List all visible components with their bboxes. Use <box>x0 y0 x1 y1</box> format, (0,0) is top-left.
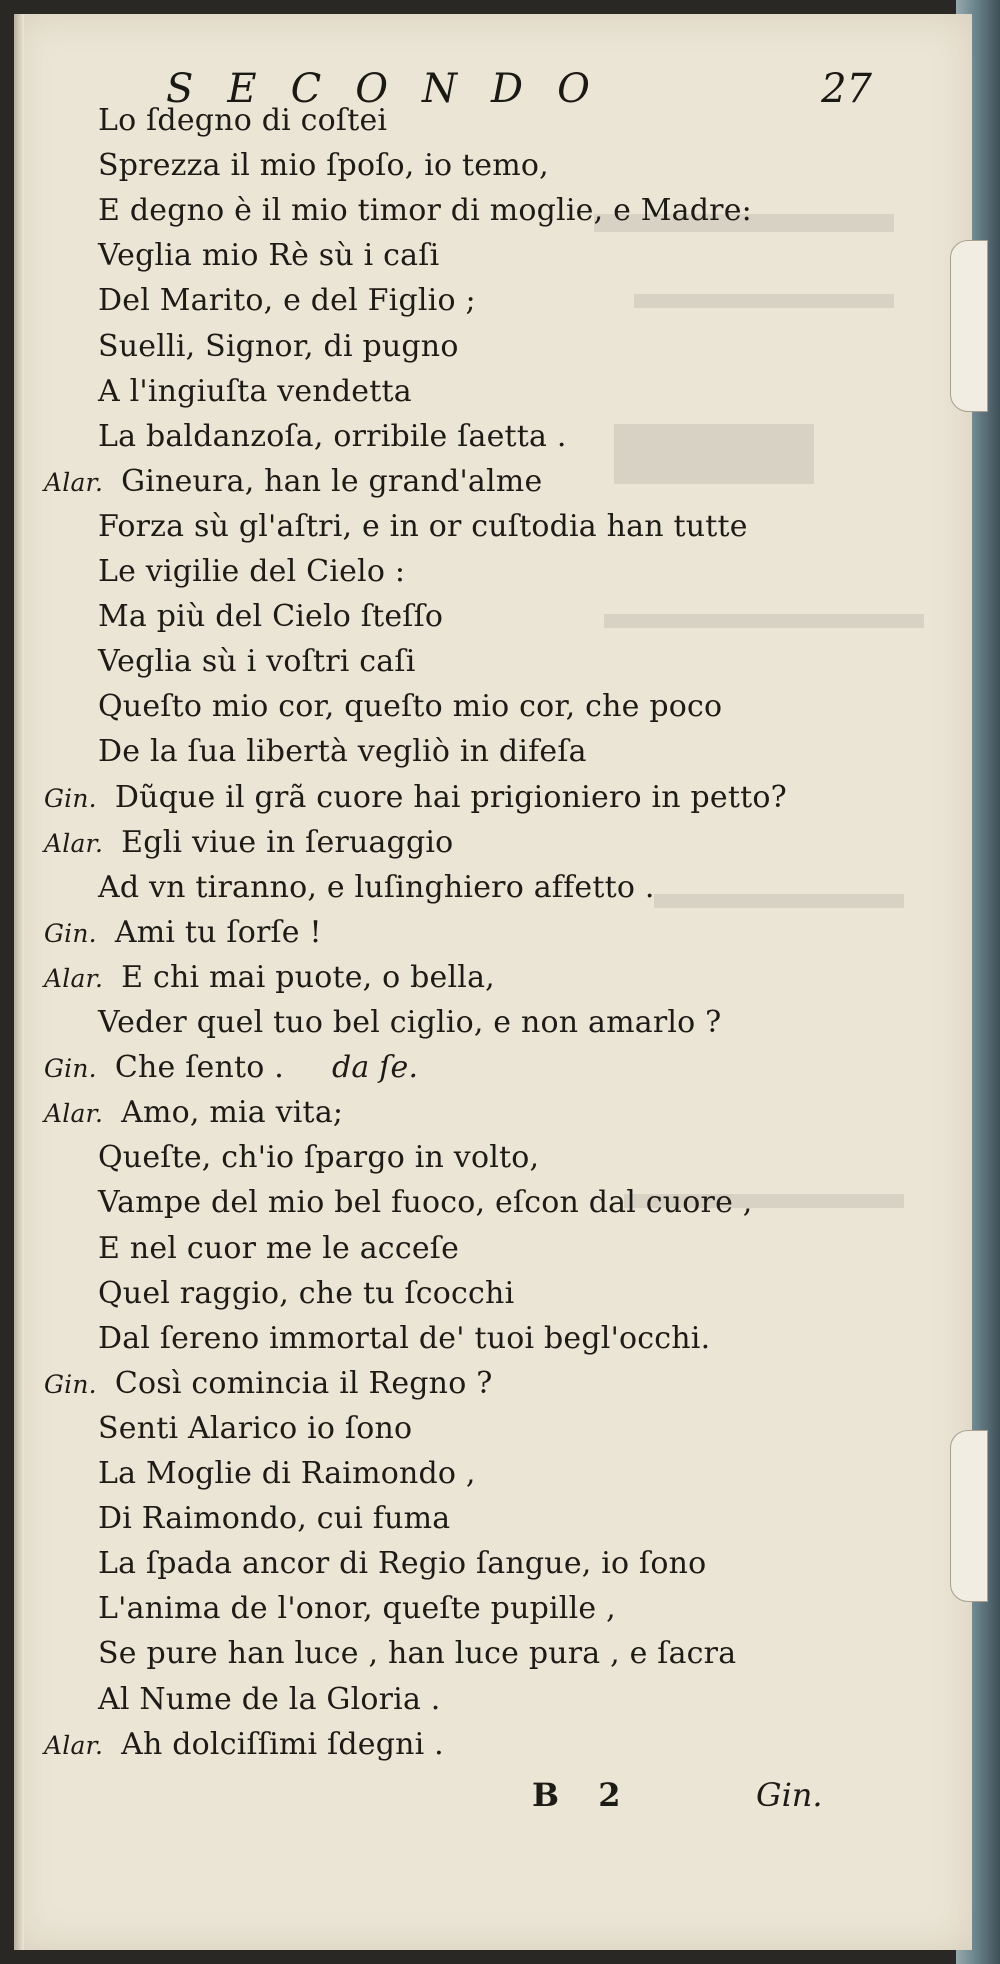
line-text: E nel cuor me le acceſe <box>98 1230 460 1266</box>
verse-line <box>44 1049 418 1088</box>
line-text: Ad vn tiranno, e luſinghiero affetto . <box>98 869 655 905</box>
verse-line <box>98 147 549 185</box>
verse-line <box>44 824 453 863</box>
line-text: Del Marito, e del Figlio ; <box>98 283 476 319</box>
speaker-label: Alar. <box>44 1099 104 1129</box>
page-tab-bottom <box>950 1430 988 1602</box>
speaker-label: Alar. <box>44 828 104 858</box>
running-head: SECONDO <box>166 66 624 112</box>
verse-line <box>98 733 587 771</box>
line-text: Dal ſereno immortal de' tuoi begl'occhi. <box>98 1320 711 1356</box>
line-text: Veglia mio Rè sù i caſi <box>98 238 440 274</box>
verse-text <box>14 14 972 1950</box>
speaker-label: Gin. <box>44 783 97 813</box>
line-text: La ſpada ancor di Regio ſangue, io ſono <box>98 1546 707 1582</box>
verse-line <box>98 192 752 230</box>
line-text: Veglia sù i voſtri caſi <box>98 644 416 680</box>
verse-line <box>98 1455 476 1493</box>
speaker-label: Alar. <box>44 963 104 993</box>
line-text: Veder quel tuo bel ciglio, e non amarlo ? <box>98 1005 722 1040</box>
speaker-label: Alar. <box>44 467 104 497</box>
verse-line <box>98 1230 459 1268</box>
line-text: Vampe del mio bel fuoco, eſcon dal cuore , <box>98 1185 753 1221</box>
verse-line <box>44 959 495 998</box>
verse-line <box>98 1500 450 1538</box>
verse-line <box>98 1410 412 1448</box>
line-text: La baldanzoſa, orribile ſaetta . <box>98 418 567 454</box>
verse-line <box>98 237 439 275</box>
verse-line <box>98 1275 514 1313</box>
verse-line <box>98 553 405 591</box>
verse-line <box>44 1094 343 1133</box>
line-text: Dũque il grã cuore hai prigioniero in petto? <box>114 779 787 815</box>
line-text: Gineura, han le grand'alme <box>121 463 543 499</box>
line-text: Se pure han luce , han luce pura , e ſacra <box>98 1636 737 1672</box>
line-text: Senti Alarico io ſono <box>98 1410 413 1446</box>
line-text: E degno è il mio timor di moglie, e Madre: <box>98 193 752 229</box>
line-text: Quel raggio, che tu ſcocchi <box>98 1275 515 1311</box>
verse-line <box>98 102 387 140</box>
line-text: Che ſento . <box>114 1050 284 1086</box>
verse-line <box>98 282 476 320</box>
speaker-label: Gin. <box>44 918 97 948</box>
line-text: L'anima de l'onor, queſte pupille , <box>98 1591 616 1627</box>
line-text: E chi mai puote, o bella, <box>121 959 495 995</box>
verse-line <box>98 1681 441 1719</box>
verse-line <box>98 418 567 456</box>
line-text: Le vigilie del Cielo : <box>98 554 406 589</box>
verse-line <box>98 1320 710 1358</box>
verse-line <box>44 1365 493 1404</box>
verse-line <box>44 1726 444 1765</box>
verse-line <box>98 1184 753 1222</box>
stage-direction: da ſe. <box>331 1050 419 1086</box>
line-text: Suelli, Signor, di pugno <box>98 328 459 364</box>
verse-line <box>98 1139 539 1177</box>
line-text: Amo, mia vita; <box>121 1095 344 1131</box>
book-page <box>14 14 972 1950</box>
line-text: Di Raimondo, cui fuma <box>98 1501 451 1537</box>
verse-line <box>98 373 412 411</box>
line-text: Così comincia il Regno ? <box>114 1365 493 1401</box>
line-text: Egli viue in ſeruaggio <box>121 824 454 860</box>
line-text: Lo ſdegno di coſtei <box>98 103 388 138</box>
line-text: Ami tu ſorſe ! <box>114 914 322 950</box>
line-text: La Moglie di Raimondo , <box>98 1456 476 1491</box>
verse-line <box>44 914 322 953</box>
line-text: Queſte, ch'io ſpargo in volto, <box>98 1140 540 1176</box>
speaker-label: Alar. <box>44 1730 104 1760</box>
line-text: Forza sù gl'aſtri, e in or cuſtodia han tutte <box>98 508 748 544</box>
page-number: 27 <box>821 66 872 112</box>
speaker-label: Gin. <box>44 1054 97 1084</box>
verse-line <box>98 328 459 366</box>
verse-line <box>98 869 655 907</box>
verse-line <box>98 643 416 681</box>
line-text: A l'ingiuſta vendetta <box>98 373 412 409</box>
page-tab-top <box>950 240 988 412</box>
line-text: De la ſua libertà vegliò in difeſa <box>98 734 587 770</box>
verse-line <box>98 688 722 726</box>
line-text: Queſto mio cor, queſto mio cor, che poco <box>98 689 723 725</box>
line-text: Ah dolciſſimi ſdegni . <box>121 1726 444 1762</box>
signature-mark: B 2 <box>532 1776 635 1814</box>
line-text: Al Nume de la Gloria . <box>98 1681 441 1717</box>
line-text: Ma più del Cielo ſteſſo <box>98 599 444 635</box>
verse-line <box>98 1635 736 1673</box>
verse-line <box>98 1545 706 1583</box>
verse-line <box>98 1590 616 1628</box>
verse-line <box>98 508 748 546</box>
verse-line <box>98 598 443 636</box>
speaker-label: Gin. <box>44 1369 97 1399</box>
verse-line <box>98 1004 721 1042</box>
verse-line <box>44 779 787 818</box>
verse-line <box>44 463 542 502</box>
line-text: Sprezza il mio ſpoſo, io temo, <box>98 148 549 184</box>
catchword: Gin. <box>756 1776 823 1814</box>
